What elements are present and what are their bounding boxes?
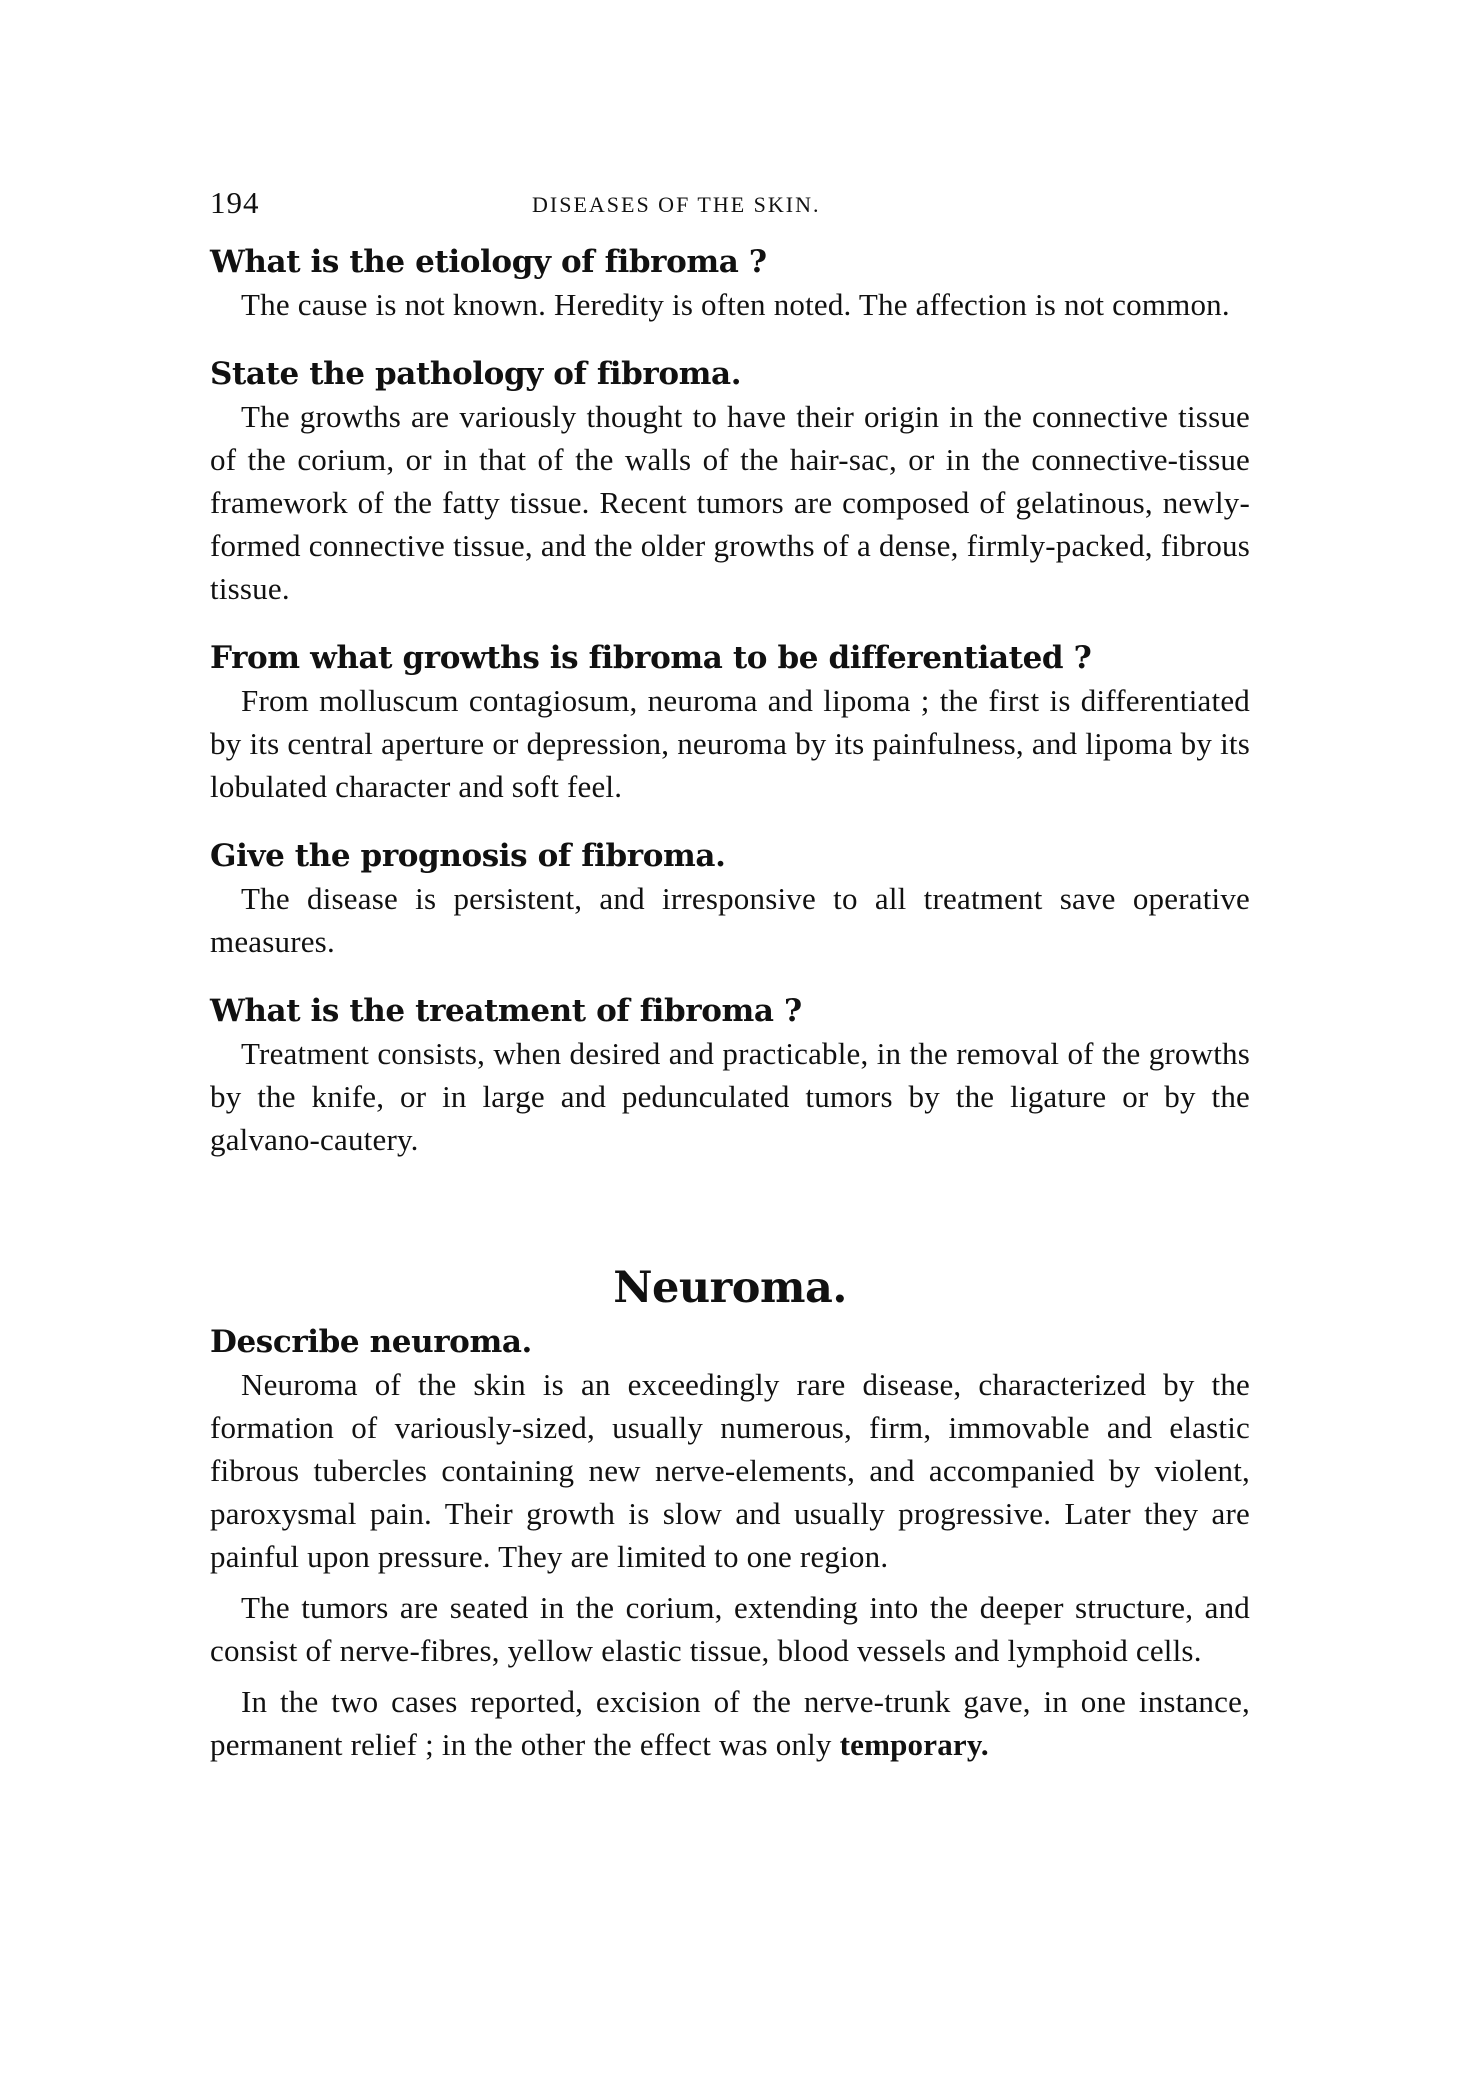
- answer-differentiation: From molluscum contagiosum, neuroma and lipoma ; the first is differentiated by its central aperture or depression, neuroma by its painfulness, and lipoma by its lobulated character and soft feel.: [210, 683, 1250, 804]
- answer-pathology: The growths are variously thought to have their origin in the connective tissue of the corium, or in that of the walls of the hair-sac, or in the connective-tissue framework of the fatty tissue. Recent tumors are composed of gelatinous, newly-formed connective tissue, and the older growths of a dense, firmly-packed, fibrous tissue.: [210, 399, 1250, 606]
- qa-etiology: [210, 241, 1250, 326]
- page-number: 194: [210, 185, 260, 220]
- running-title: DISEASES OF THE SKIN.: [532, 192, 821, 217]
- answer-prognosis: The disease is persistent, and irresponsive to all treatment save operative measures.: [210, 881, 1250, 959]
- question-prognosis: Give the prognosis of fibroma.: [210, 838, 726, 874]
- qa-treatment: [210, 990, 1250, 1161]
- answer-treatment: Treatment consists, when desired and practicable, in the removal of the growths by the knife, or in large and pedunculated tumors by the ligature or by the galvano-cautery.: [210, 1036, 1250, 1157]
- answer-neuroma-paragraph-3-text: In the two cases reported, excision of the nerve-trunk gave, in one instance, permanent relief ; in the other the effect was only: [210, 1684, 1250, 1762]
- answer-neuroma-paragraph-3: [210, 1680, 1250, 1766]
- question-differentiation: From what growths is fibroma to be differentiated ?: [210, 640, 1092, 676]
- qa-prognosis: [210, 835, 1250, 963]
- answer-etiology: The cause is not known. Heredity is often noted. The affection is not common.: [241, 287, 1230, 322]
- question-etiology: What is the etiology of fibroma ?: [210, 244, 767, 280]
- section-title-neuroma: Neuroma.: [613, 1263, 847, 1313]
- qa-pathology: [210, 353, 1250, 610]
- book-page: [210, 185, 1250, 1793]
- qa-neuroma-description: [210, 1321, 1250, 1766]
- question-treatment: What is the treatment of fibroma ?: [210, 993, 802, 1029]
- question-pathology: State the pathology of fibroma.: [210, 356, 742, 392]
- running-head: [210, 185, 1250, 235]
- answer-neuroma-paragraph-2: The tumors are seated in the corium, extending into the deeper structure, and consist of nerve-fibres, yellow elastic tissue, blood vessels and lymphoid cells.: [210, 1590, 1250, 1668]
- answer-neuroma-paragraph-1: Neuroma of the skin is an exceedingly rare disease, characterized by the formation of variously-sized, usually numerous, firm, immovable and elastic fibrous tubercles containing new nerve-elements, and accompanied by violent, paroxysmal pain. Their growth is slow and usually progressive. Later they are painful upon pressure. They are limited to one region.: [210, 1367, 1250, 1574]
- qa-differentiation: [210, 637, 1250, 808]
- question-describe-neuroma: Describe neuroma.: [210, 1324, 532, 1360]
- answer-neuroma-final-word: temporary.: [839, 1727, 989, 1762]
